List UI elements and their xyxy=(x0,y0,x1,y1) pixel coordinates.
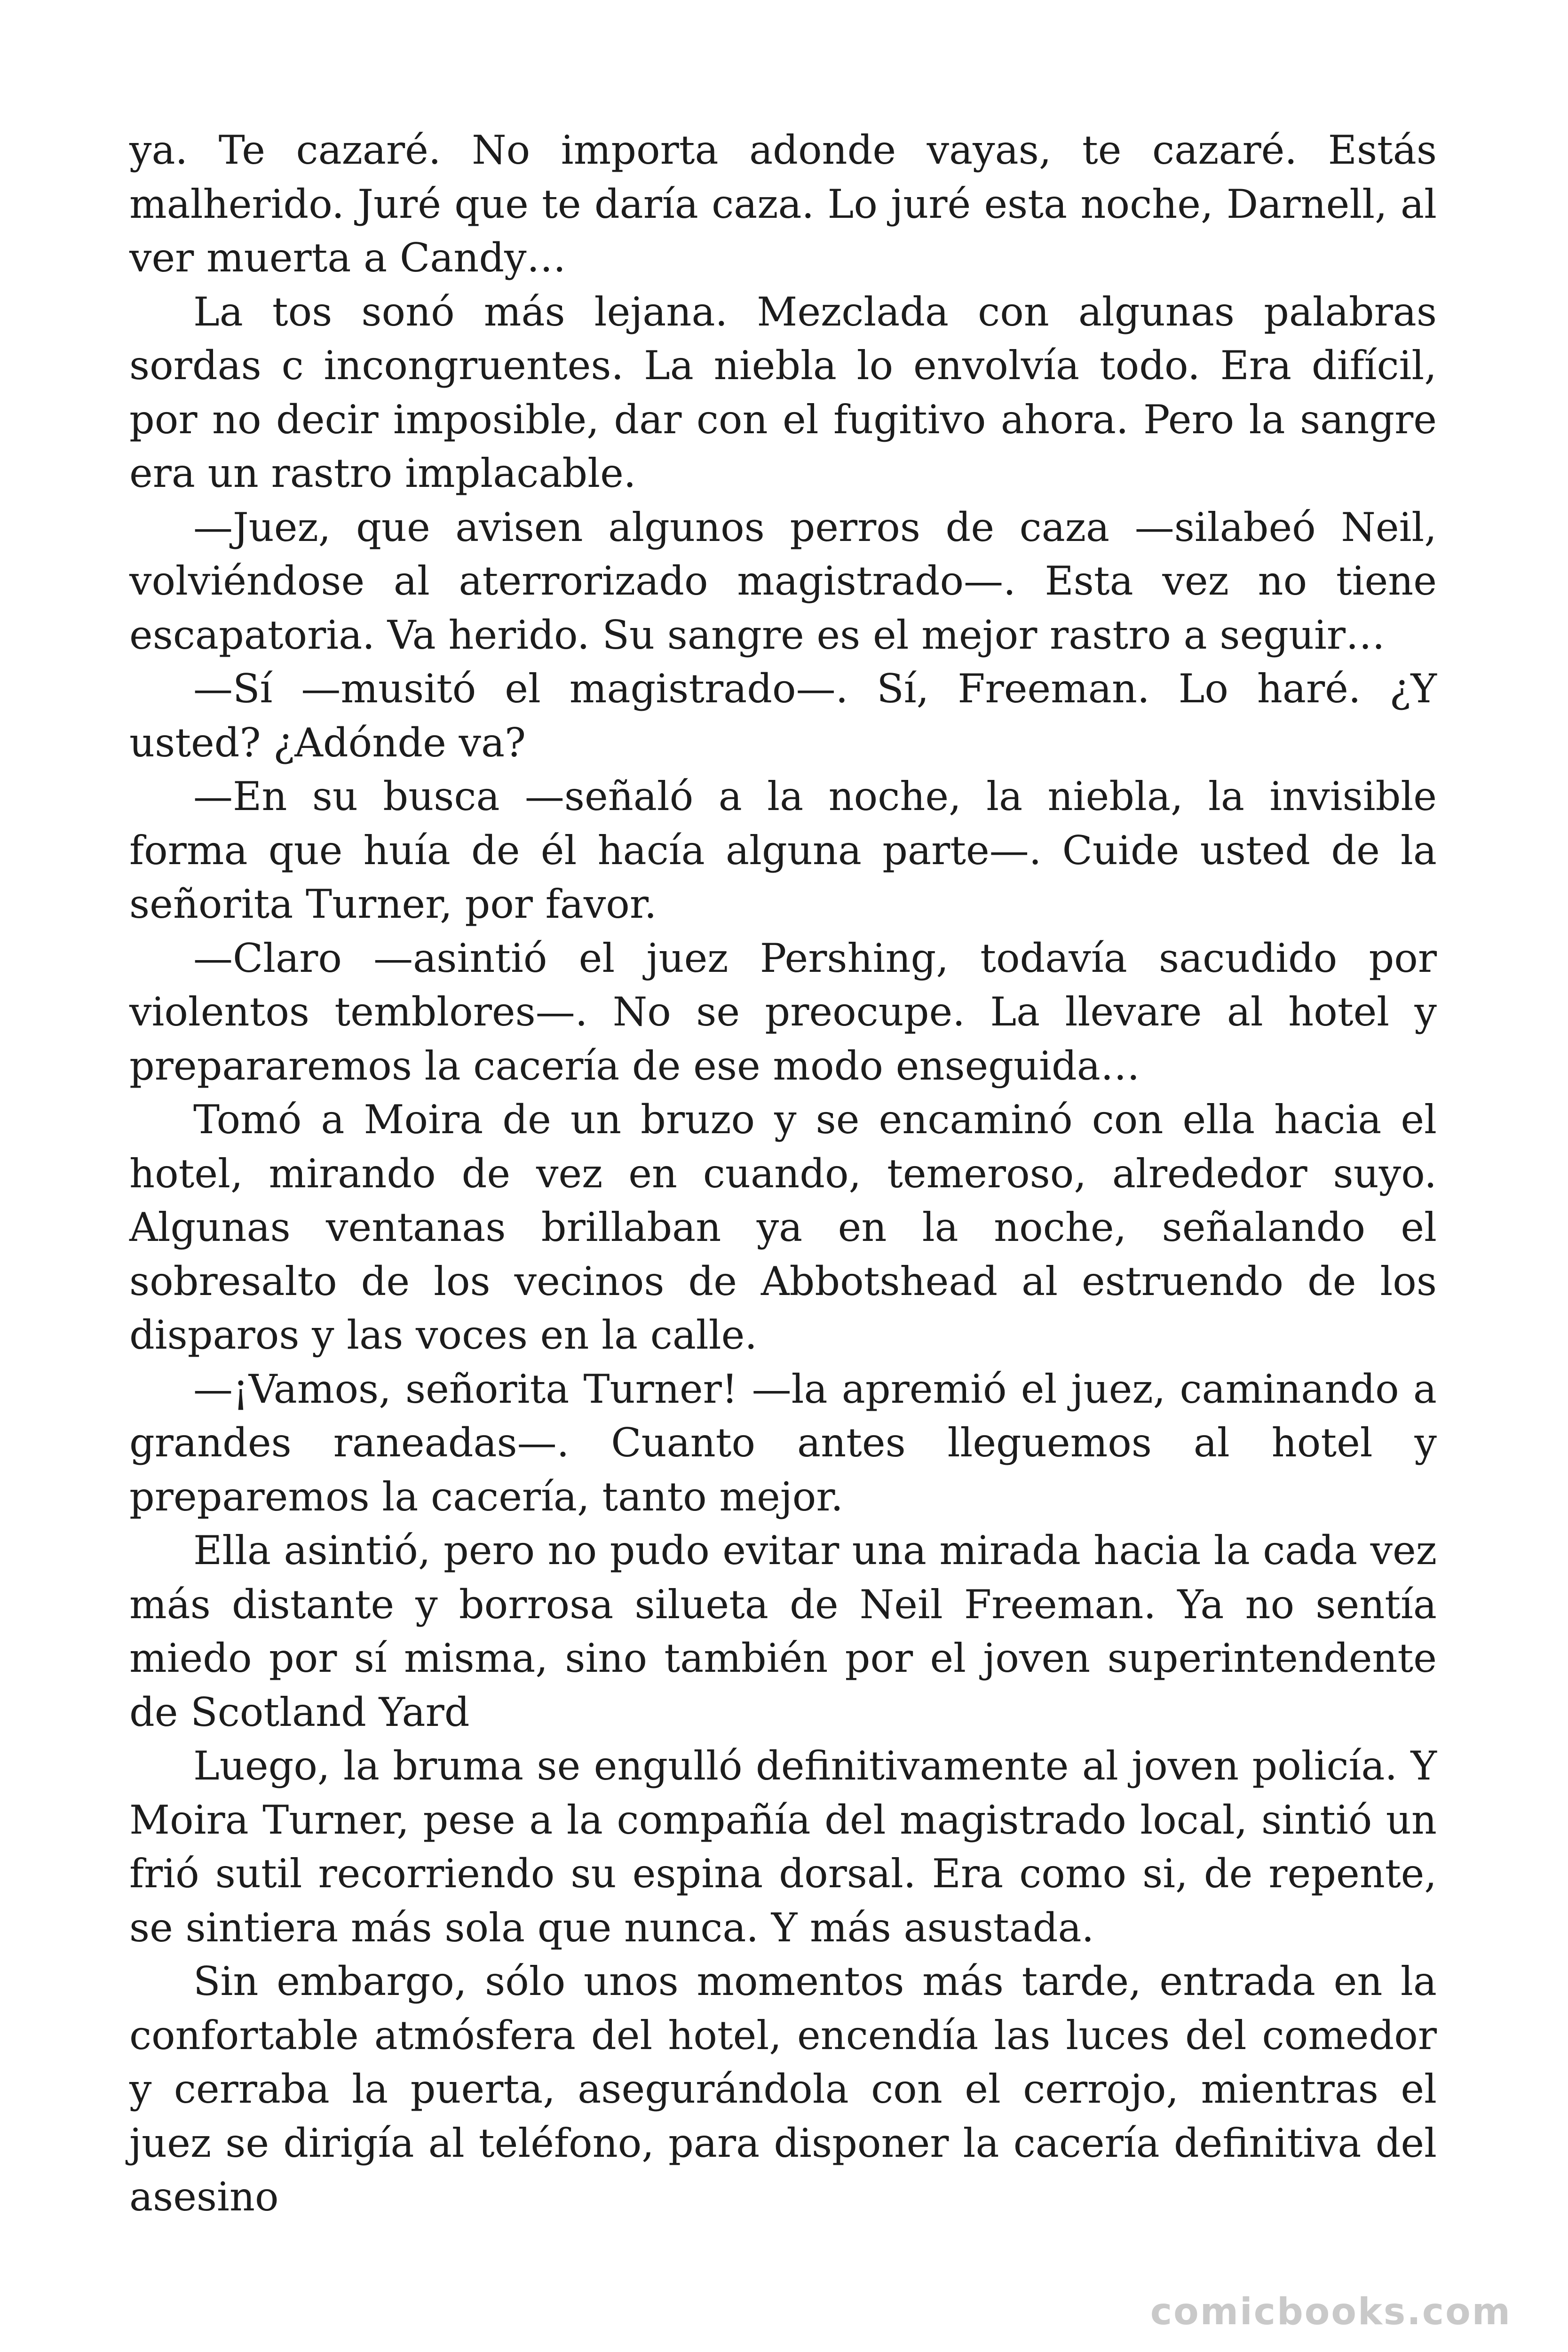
paragraph-7: Tomó a Moira de un bruzo y se encaminó con ella hacia el hotel, mirando de vez en cuando, temeroso, alrededor suyo. Algunas ventanas brillaban ya en la noche, señalando el sobresalto de los vecinos de Abbotshead al estruendo de los disparos y las voces en la calle. xyxy=(129,1097,1437,1358)
paragraph-6: —Claro —asintió el juez Pershing, todavía sacudido por violentos temblores—. No se preocupe. La llevare al hotel y prepararemos la cacería de ese modo enseguida… xyxy=(129,935,1437,1089)
paragraph-11: Sin embargo, sólo unos momentos más tarde, entrada en la confortable atmósfera del hotel, encendía las luces del comedor y cerraba la puerta, asegurándola con el cerrojo, mientras el juez se dirigía al teléfono, para disponer la cacería definitiva del asesino xyxy=(129,1958,1437,2220)
paragraph-2: La tos sonó más lejana. Mezclada con algunas palabras sordas c incongruentes. La niebla lo envolvía todo. Era difícil, por no decir imposible, dar con el fugitivo ahora. Pero la sangre era un rastro implacable. xyxy=(129,288,1437,496)
paragraph-8: —¡Vamos, señorita Turner! —la apremió el juez, caminando a grandes raneadas—. Cuanto antes lleguemos al hotel y preparemos la cacería, tanto mejor. xyxy=(129,1366,1437,1520)
paragraph-5: —En su busca —señaló a la noche, la niebla, la invisible forma que huía de él hacía alguna parte—. Cuide usted de la señorita Turner, por favor. xyxy=(129,773,1437,927)
paragraph-3: —Juez, que avisen algunos perros de caza —silabeó Neil, volviéndose al aterrorizado magistrado—. Esta vez no tiene escapatoria. Va herido. Su sangre es el mejor rastro a seguir… xyxy=(129,504,1437,658)
body-text xyxy=(129,123,1437,2224)
watermark: comicbooks.com xyxy=(1150,2291,1512,2333)
paragraph-10: Luego, la bruma se engulló definitivamente al joven policía. Y Moira Turner, pese a la compañía del magistrado local, sintió un frió sutil recorriendo su espina dorsal. Era como si, de repente, se sintiera más sola que nunca. Y más asustada. xyxy=(129,1743,1437,1951)
paragraph-9: Ella asintió, pero no pudo evitar una mirada hacia la cada vez más distante y borrosa silueta de Neil Freeman. Ya no sentía miedo por sí misma, sino también por el joven superintendente de Scotland Yard xyxy=(129,1527,1437,1735)
paragraph-1: ya. Te cazaré. No importa adonde vayas, te cazaré. Estás malherido. Juré que te daría caza. Lo juré esta noche, Darnell, al ver muerta a Candy… xyxy=(129,127,1437,281)
paragraph-4: —Sí —musitó el magistrado—. Sí, Freeman. Lo haré. ¿Y usted? ¿Adónde va? xyxy=(129,666,1437,766)
